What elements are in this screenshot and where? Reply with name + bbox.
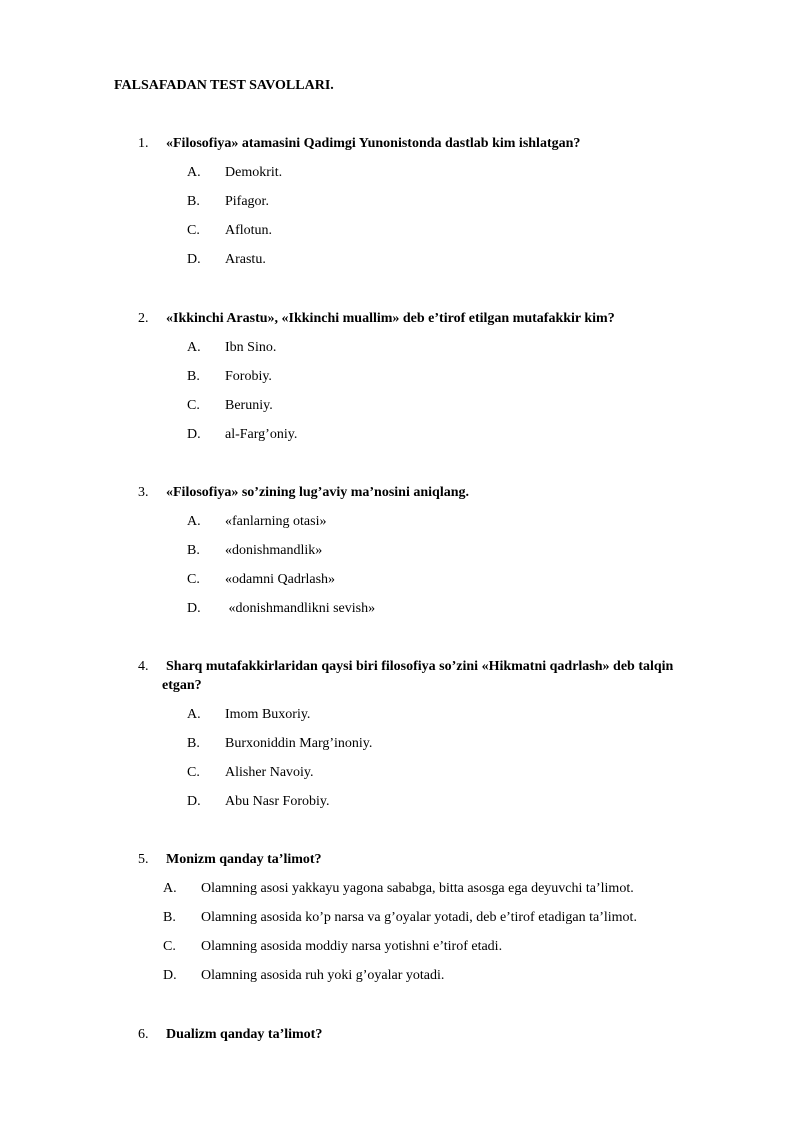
option-text: Olamning asosida ko’p narsa va g’oyalar yotadi, deb e’tirof etadigan ta’limot.	[201, 910, 637, 925]
question-number: 4.	[138, 659, 149, 674]
option-letter: B.	[187, 369, 200, 384]
question-text-continuation: etgan?	[162, 678, 202, 693]
option-text: Abu Nasr Forobiy.	[225, 794, 330, 809]
option-letter: D.	[163, 968, 177, 983]
option-4b	[0, 735, 800, 753]
option-letter: D.	[187, 601, 201, 616]
question-text: Sharq mutafakkirlaridan qaysi biri filosofiya so’zini «Hikmatni qadrlash» deb talqin	[166, 659, 674, 674]
option-2c	[0, 397, 800, 415]
question-text: «Filosofiya» atamasini Qadimgi Yunonistonda dastlab kim ishlatgan?	[166, 136, 581, 151]
option-letter: D.	[187, 794, 201, 809]
question-number: 6.	[138, 1027, 149, 1042]
document-title: FALSAFADAN TEST SAVOLLARI.	[114, 78, 334, 93]
option-letter: A.	[187, 340, 201, 355]
question-number: 2.	[138, 311, 149, 326]
option-1b	[0, 193, 800, 211]
option-text: Burxoniddin Marg’inoniy.	[225, 736, 373, 751]
option-letter: B.	[187, 543, 200, 558]
option-text: Forobiy.	[225, 369, 272, 384]
option-text: «odamni Qadrlash»	[225, 572, 336, 587]
option-5b	[0, 909, 800, 927]
option-text: Aflotun.	[225, 223, 273, 238]
option-5c	[0, 938, 800, 956]
option-letter: B.	[187, 194, 200, 209]
option-5a	[0, 880, 800, 898]
option-2a	[0, 339, 800, 357]
option-text: «donishmandlik»	[225, 543, 323, 558]
question-text: Monizm qanday ta’limot?	[166, 852, 322, 867]
option-1a	[0, 164, 800, 182]
option-3c	[0, 571, 800, 589]
option-letter: C.	[163, 939, 176, 954]
option-letter: D.	[187, 252, 201, 267]
option-text: Beruniy.	[225, 398, 273, 413]
option-letter: A.	[187, 707, 201, 722]
option-2d	[0, 426, 800, 444]
option-text: Demokrit.	[225, 165, 283, 180]
option-letter: A.	[187, 165, 201, 180]
option-text: «donishmandlikni sevish»	[225, 601, 376, 616]
question-number: 3.	[138, 485, 149, 500]
option-letter: D.	[187, 427, 201, 442]
option-text: Olamning asosi yakkayu yagona sababga, bitta asosga ega deyuvchi ta’limot.	[201, 881, 634, 896]
option-4c	[0, 764, 800, 782]
option-text: Arastu.	[225, 252, 266, 267]
option-text: Alisher Navoiy.	[225, 765, 314, 780]
option-3a	[0, 513, 800, 531]
option-text: Pifagor.	[225, 194, 269, 209]
question-text: «Filosofiya» so’zining lug’aviy ma’nosini aniqlang.	[166, 485, 469, 500]
option-text: Olamning asosida ruh yoki g’oyalar yotadi.	[201, 968, 445, 983]
option-text: Imom Buxoriy.	[225, 707, 311, 722]
option-letter: B.	[163, 910, 176, 925]
option-3b	[0, 542, 800, 560]
question-text: Dualizm qanday ta’limot?	[166, 1027, 323, 1042]
option-letter: A.	[187, 514, 201, 529]
option-text: Olamning asosida moddiy narsa yotishni e’tirof etadi.	[201, 939, 503, 954]
option-text: al-Farg’oniy.	[225, 427, 298, 442]
option-3d	[0, 600, 800, 618]
question-text: «Ikkinchi Arastu», «Ikkinchi muallim» deb e’tirof etilgan mutafakkir kim?	[166, 311, 615, 326]
option-letter: C.	[187, 398, 200, 413]
option-text: «fanlarning otasi»	[225, 514, 327, 529]
question-number: 1.	[138, 136, 149, 151]
option-letter: C.	[187, 223, 200, 238]
option-letter: C.	[187, 572, 200, 587]
option-5d	[0, 967, 800, 985]
option-4a	[0, 706, 800, 724]
option-2b	[0, 368, 800, 386]
option-text: Ibn Sino.	[225, 340, 277, 355]
option-4d	[0, 793, 800, 811]
option-letter: C.	[187, 765, 200, 780]
option-letter: B.	[187, 736, 200, 751]
question-number: 5.	[138, 852, 149, 867]
option-letter: A.	[163, 881, 177, 896]
option-1c	[0, 222, 800, 240]
option-1d	[0, 251, 800, 269]
